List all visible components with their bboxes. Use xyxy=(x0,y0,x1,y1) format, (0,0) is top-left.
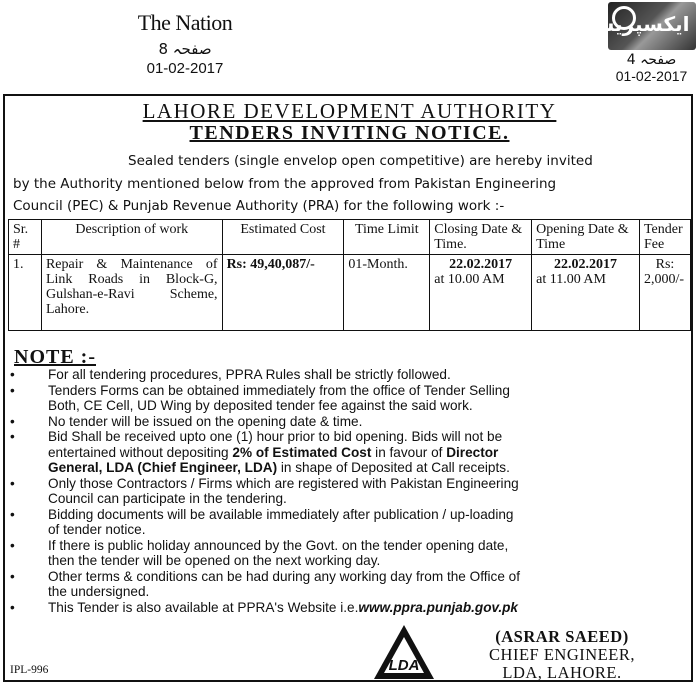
note-text: entertained without depositing xyxy=(48,444,233,460)
opening-time: at 11.00 AM xyxy=(536,272,606,287)
bullet-icon: • xyxy=(10,413,15,429)
list-item xyxy=(10,507,688,538)
note-text: For all tendering procedures, PPRA Rules shall be strictly followed. xyxy=(48,367,451,382)
header-description: Description of work xyxy=(41,220,222,255)
signature-block xyxy=(454,628,670,682)
bullet-icon: • xyxy=(10,367,15,382)
note-heading: NOTE :- xyxy=(14,346,96,368)
newspaper-header-right xyxy=(586,2,699,84)
list-item xyxy=(10,414,688,430)
note-text: the undersigned. xyxy=(48,584,150,599)
note-text: Both, CE Cell, UD Wing by deposited tender fee against the said work. xyxy=(48,398,473,413)
list-item xyxy=(10,569,688,600)
list-item xyxy=(10,538,688,569)
lda-logo-text: LDA xyxy=(388,657,420,674)
note-emphasis: Director xyxy=(446,444,499,460)
signatory-office: LDA, LAHORE. xyxy=(502,663,622,682)
header-opening: Opening Date & Time xyxy=(532,220,640,255)
fee-prefix: Rs: xyxy=(655,257,675,272)
header-fee: Tender Fee xyxy=(639,220,690,255)
note-line xyxy=(48,445,688,461)
opening-date: 22.02.2017 xyxy=(554,257,618,272)
notes-list xyxy=(10,367,688,615)
note-text: Other terms & conditions can be had during any working day from the Office of xyxy=(48,568,520,584)
closing-time: at 10.00 AM xyxy=(434,272,505,287)
page-label-urdu: صفحہ xyxy=(640,52,677,68)
note-text: Bid Shall be received upto one (1) hour prior to bid opening. Bids will not be xyxy=(48,429,503,444)
note-text: of tender notice. xyxy=(48,522,146,537)
bullet-icon: • xyxy=(10,429,15,444)
intro-line: by the Authority mentioned below from the approved from Pakistan Engineering xyxy=(13,175,557,192)
note-text: in favour of xyxy=(371,444,447,460)
intro-line: Council (PEC) & Punjab Revenue Authority (PRA) for the following work :- xyxy=(13,198,505,214)
newspaper-header-left xyxy=(110,10,260,77)
bullet-icon: • xyxy=(10,568,15,584)
express-newspaper-logo xyxy=(586,2,696,50)
closing-date: 22.02.2017 xyxy=(449,257,513,272)
cell-cost: Rs: 49,40,087/- xyxy=(222,255,344,331)
fee-amount: 2,000/- xyxy=(643,272,685,287)
page-reference-right xyxy=(604,52,699,68)
list-item xyxy=(10,476,688,507)
bullet-icon: • xyxy=(10,382,15,398)
lda-logo xyxy=(372,623,436,681)
cell-opening xyxy=(532,255,640,331)
publication-date: 01-02-2017 xyxy=(615,68,688,84)
table-row xyxy=(9,255,691,331)
bullet-icon: • xyxy=(10,506,15,522)
bullet-icon: • xyxy=(10,537,15,553)
header-time-limit: Time Limit xyxy=(344,220,430,255)
note-text: No tender will be issued on the opening date & time. xyxy=(48,413,363,429)
authority-title: LAHORE DEVELOPMENT AUTHORITY xyxy=(142,99,557,123)
intro-paragraph xyxy=(13,150,691,218)
header-sr: Sr. # xyxy=(9,220,42,255)
ppra-website-link[interactable]: www.ppra.punjab.gov.pk xyxy=(358,599,518,615)
cell-sr: 1. xyxy=(9,255,42,331)
page-label-urdu: صفحہ xyxy=(172,40,212,58)
cell-description: Repair & Maintenance of Link Roads in Block-G, Gulshan-e-Ravi Scheme, Lahore. xyxy=(41,255,222,331)
header-cost: Estimated Cost xyxy=(222,220,344,255)
notice-title: TENDERS INVITING NOTICE. xyxy=(189,122,510,144)
newspaper-name: The Nation xyxy=(137,10,233,35)
note-line xyxy=(48,460,688,476)
list-item xyxy=(10,383,688,414)
note-text: Council can participate in the tendering. xyxy=(48,491,287,506)
note-text: then the tender will be opened on the next working day. xyxy=(48,553,381,568)
ipl-reference: IPL-996 xyxy=(10,664,49,676)
list-item xyxy=(10,600,688,616)
note-text: Only those Contractors / Firms which are registered with Pakistan Engineering xyxy=(48,475,519,491)
note-text: in shape of Deposited at Call receipts. xyxy=(277,460,510,475)
note-text: Tenders Forms can be obtained immediately from the office of Tender Selling xyxy=(48,382,510,398)
bullet-icon: • xyxy=(10,475,15,491)
intro-line: Sealed tenders (single envelop open competitive) are hereby invited xyxy=(128,153,593,169)
table-header-row xyxy=(9,220,691,255)
header-closing: Closing Date & Time. xyxy=(430,220,532,255)
cell-fee xyxy=(639,255,690,331)
signatory-designation: CHIEF ENGINEER, xyxy=(489,645,635,664)
page-reference-left xyxy=(110,40,260,58)
list-item xyxy=(10,429,688,476)
page-number: 8 xyxy=(158,40,168,58)
cell-closing xyxy=(430,255,532,331)
publication-date: 01-02-2017 xyxy=(146,60,224,77)
page-number: 4 xyxy=(626,52,636,68)
cell-time-limit: 01-Month. xyxy=(344,255,430,331)
note-text: Bidding documents will be available immediately after publication / up-loading xyxy=(48,506,514,522)
bullet-icon: • xyxy=(10,599,15,615)
tender-table xyxy=(8,219,691,331)
note-text: This Tender is also available at PPRA's Website i.e. xyxy=(48,599,359,615)
note-text: If there is public holiday announced by the Govt. on the tender opening date, xyxy=(48,537,509,553)
note-emphasis: General, LDA (Chief Engineer, LDA) xyxy=(48,460,278,475)
note-emphasis: 2% of Estimated Cost xyxy=(232,444,372,460)
logo-text: ایکسپریس xyxy=(586,12,690,36)
signatory-name: (ASRAR SAEED) xyxy=(495,627,629,646)
list-item xyxy=(10,367,688,383)
